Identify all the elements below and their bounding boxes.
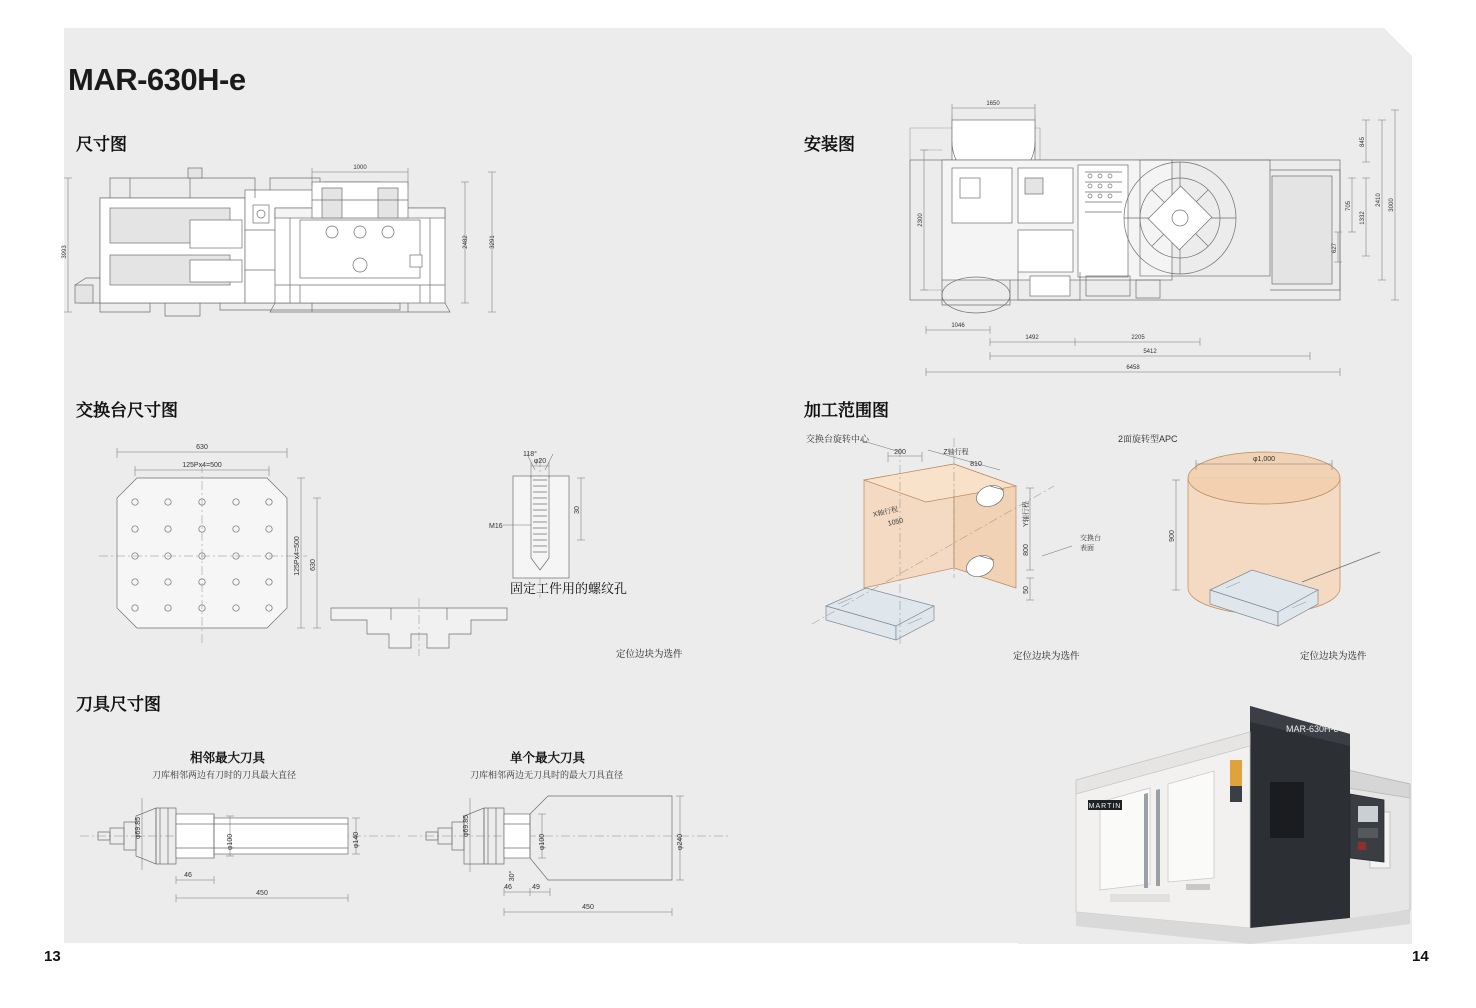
single-tool-subtitle: 刀库相邻两边无刀具时的最大刀具直径 — [470, 770, 624, 780]
svg-text:φ69.85: φ69.85 — [135, 816, 142, 840]
svg-text:2300: 2300 — [918, 213, 924, 227]
svg-text:800: 800 — [1023, 544, 1030, 556]
svg-text:1046: 1046 — [951, 323, 965, 329]
svg-text:φ1,000: φ1,000 — [1252, 456, 1276, 463]
machining-range-left-option-note: 定位边块为选件 — [1013, 651, 1080, 662]
svg-text:表面: 表面 — [1080, 545, 1094, 552]
svg-text:1050: 1050 — [887, 517, 905, 528]
machining-range-left — [804, 428, 1114, 648]
svg-text:2482: 2482 — [463, 235, 469, 249]
svg-text:845: 845 — [1360, 136, 1366, 148]
corner-notch — [1384, 28, 1412, 56]
adjacent-tool-title: 相邻最大刀具 — [190, 751, 266, 765]
section-heading-pallet: 交换台尺寸图 — [76, 401, 178, 420]
svg-text:125Px4=500: 125Px4=500 — [182, 462, 222, 469]
svg-text:450: 450 — [256, 890, 268, 897]
machine-photo — [1018, 672, 1412, 944]
svg-text:705: 705 — [1346, 200, 1352, 212]
machining-range-right-option-note: 定位边块为选件 — [1300, 651, 1367, 662]
svg-text:46: 46 — [504, 884, 512, 891]
section-heading-tool: 刀具尺寸图 — [76, 695, 161, 714]
svg-text:φ100: φ100 — [539, 833, 546, 851]
svg-text:5412: 5412 — [1143, 349, 1157, 355]
svg-text:φ69.85: φ69.85 — [463, 814, 470, 838]
single-tool-drawing — [408, 780, 728, 930]
svg-text:49: 49 — [532, 884, 540, 891]
svg-text:3993: 3993 — [62, 245, 68, 259]
section-heading-machining-range: 加工范围图 — [804, 401, 889, 420]
svg-text:630: 630 — [310, 559, 317, 571]
svg-text:φ20: φ20 — [533, 458, 547, 465]
svg-text:46: 46 — [184, 872, 192, 879]
svg-text:φ240: φ240 — [677, 833, 684, 851]
pallet-drawing — [95, 430, 655, 670]
thread-hole-caption: 固定工件用的螺纹孔 — [510, 581, 628, 596]
svg-text:3291: 3291 — [490, 235, 496, 249]
svg-text:125Px4=500: 125Px4=500 — [294, 536, 301, 576]
svg-text:50: 50 — [1023, 586, 1030, 594]
svg-text:1650: 1650 — [986, 101, 1000, 107]
adjacent-tool-drawing — [80, 780, 400, 920]
svg-text:X轴行程: X轴行程 — [872, 506, 899, 519]
svg-text:6458: 6458 — [1126, 365, 1140, 371]
svg-text:Y轴行程: Y轴行程 — [1023, 501, 1030, 527]
page-number-right: 14 — [1412, 948, 1429, 965]
svg-text:φ100: φ100 — [227, 833, 234, 851]
single-tool-title: 单个最大刀具 — [510, 751, 586, 765]
svg-text:2205: 2205 — [1131, 335, 1145, 341]
svg-text:630: 630 — [196, 444, 208, 451]
svg-text:810: 810 — [970, 461, 982, 468]
svg-text:30: 30 — [574, 506, 581, 514]
svg-text:MARTIN: MARTIN — [1088, 803, 1122, 810]
machining-range-right — [1150, 440, 1410, 650]
svg-text:M16: M16 — [489, 523, 503, 530]
section-heading-installation: 安装图 — [804, 135, 855, 154]
svg-text:1492: 1492 — [1025, 335, 1039, 341]
pallet-option-note: 定位边块为选件 — [616, 649, 683, 660]
svg-text:3000: 3000 — [1389, 198, 1395, 212]
svg-text:900: 900 — [1169, 530, 1176, 542]
svg-text:118°: 118° — [523, 451, 537, 458]
svg-text:交换台: 交换台 — [1080, 535, 1101, 542]
svg-text:200: 200 — [894, 449, 906, 456]
svg-text:Z轴行程: Z轴行程 — [943, 449, 969, 456]
apc-type-label: 2面旋转型APC — [1118, 434, 1178, 444]
svg-text:1332: 1332 — [1360, 211, 1366, 225]
section-heading-dimension: 尺寸图 — [76, 135, 127, 154]
svg-text:MAR-630H-e: MAR-630H-e — [1286, 724, 1339, 734]
dimension-drawing — [62, 160, 496, 370]
page-title: MAR-630H-e — [68, 62, 246, 97]
svg-text:1000: 1000 — [353, 165, 367, 171]
installation-drawing — [890, 90, 1400, 390]
rotation-center-label: 交换台旋转中心 — [806, 434, 870, 444]
svg-text:627: 627 — [1332, 242, 1338, 254]
svg-text:450: 450 — [582, 904, 594, 911]
svg-text:φ140: φ140 — [353, 831, 360, 849]
adjacent-tool-subtitle: 刀库相邻两边有刀时的刀具最大直径 — [152, 770, 297, 780]
svg-text:2410: 2410 — [1376, 193, 1382, 207]
page-number-left: 13 — [44, 948, 61, 965]
svg-text:30°: 30° — [509, 870, 516, 882]
